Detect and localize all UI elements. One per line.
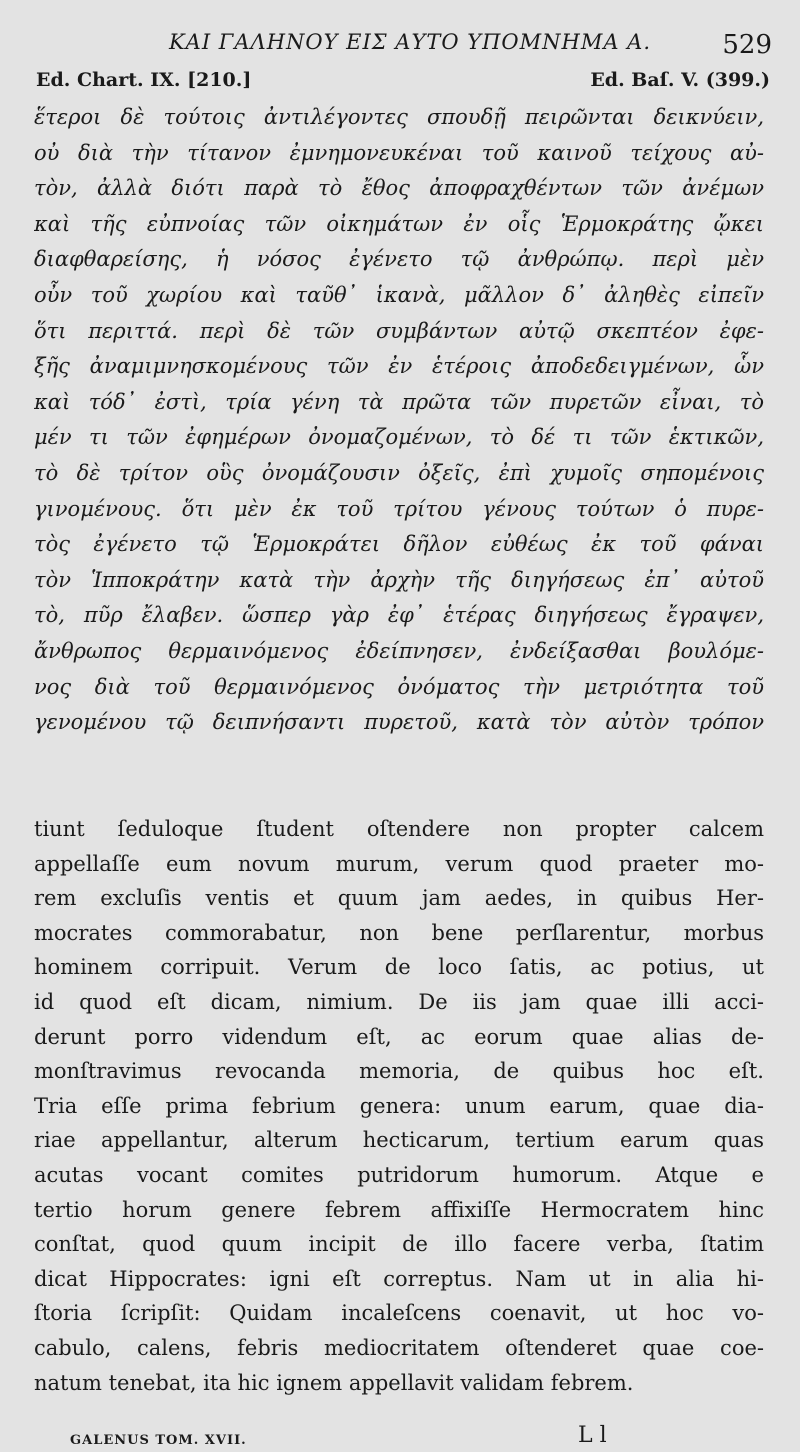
latin-line: monſtravimus revocanda memoria, de quibus hoc eſt. [34,1059,764,1084]
latin-line: cabulo, calens, febris mediocritatem oſtenderet quae coe- [34,1335,764,1360]
latin-line: riae appellantur, alterum hecticarum, tertium earum quas [34,1128,764,1153]
latin-line: ſtoria ſcripſit: Quidam incaleſcens coenavit, ut hoc vo- [34,1301,764,1326]
latin-line: id quod eſt dicam, nimium. De iis jam quae illi acci- [34,989,764,1014]
latin-line: rem excluſis ventis et quum jam aedes, in quibus Her- [34,886,764,911]
latin-line: hominem corripuit. Verum de loco ſatis, ac potius, ut [34,955,764,980]
greek-line: οὐ διὰ τὴν τίτανον ἐμνημονευκέναι τοῦ καινοῦ τείχους αὐ- [34,140,764,165]
greek-line: τὸν Ἱπποκράτην κατὰ τὴν ἀρχὴν τῆς διηγήσεως ἐπ᾽ αὐτοῦ [34,567,764,592]
greek-line: ἄνθρωπος θερμαινόμενος ἐδείπνησεν, ἐνδείξασθαι βουλόμε- [34,638,764,663]
greek-text-block [34,100,764,741]
latin-line: dicat Hippocrates: igni eſt correptus. Nam ut in alia hi- [34,1266,764,1291]
latin-text-block [34,812,764,1400]
latin-line: conſtat, quod quum incipit de illo facere verba, ſtatim [34,1232,764,1257]
greek-line: τὸ δὲ τρίτον οὓς ὀνομάζουσιν ὀξεῖς, ἐπὶ χυμοῖς σηπομένοις [34,460,764,485]
greek-line: διαφθαρείσης, ἡ νόσος ἐγένετο τῷ ἀνθρώπῳ. περὶ μὲν [34,247,764,272]
greek-line: ὅτι περιττά. περὶ δὲ τῶν συμβάντων αὐτῷ σκεπτέον ἐφε- [34,318,764,343]
latin-line: acutas vocant comites putridorum humorum. Atque e [34,1162,764,1187]
greek-line: καὶ τόδ᾽ ἐστὶ, τρία γένη τὰ πρῶτα τῶν πυρετῶν εἶναι, τὸ [34,389,764,414]
latin-line: natum tenebat, ita hic ignem appellavit validam febrem. [34,1370,634,1395]
greek-line: ἕτεροι δὲ τούτοις ἀντιλέγοντες σπουδῇ πειρῶνται δεικνύειν, [34,105,764,129]
greek-line: τὸς ἐγένετο τῷ Ἑρμοκράτει δῆλον εὐθέως ἐκ τοῦ φάναι [34,532,764,557]
latin-line: tiunt ſeduloque ſtudent oſtendere non propter calcem [34,817,764,841]
greek-line: καὶ τῆς εὐπνοίας τῶν οἰκημάτων ἐν οἷς Ἑρμοκράτης ᾤκει [34,211,764,236]
edition-reference-right: Ed. Baſ. V. (399.) [590,69,770,91]
latin-line: mocrates commorabatur, non bene perſlarentur, morbus [34,920,764,945]
greek-line: νος διὰ τοῦ θερμαινόμενος ὀνόματος τὴν μετριότητα τοῦ [34,674,764,699]
greek-line: τὸν, ἀλλὰ διότι παρὰ τὸ ἔθος ἀποφραχθέντων τῶν ἀνέμων [34,176,764,201]
latin-line: appellaſſe eum novum murum, verum quod praeter mo- [34,851,764,876]
greek-line: τὸ, πῦρ ἔλαβεν. ὥσπερ γὰρ ἐφ᾽ ἑτέρας διηγήσεως ἔγραψεν, [34,603,764,628]
greek-line: γινομένους. ὅτι μὲν ἐκ τοῦ τρίτου γένους τούτων ὁ πυρε- [34,496,764,521]
signature-mark: L l [578,1423,607,1448]
greek-line: μέν τι τῶν ἐφημέρων ὀνομαζομένων, τὸ δέ τι τῶν ἑκτικῶν, [34,425,764,450]
latin-line: Tria eſſe prima febrium genera: unum earum, quae diа- [34,1093,764,1118]
running-title: ΚΑΙ ΓΑΛΗΝΟΥ ΕΙΣ ΑΥΤΟ ΥΠΟΜΝΗΜΑ Α. [168,30,651,54]
signature-line: GALENUS TOM. XVII. [70,1433,247,1448]
page-number: 529 [722,30,772,60]
greek-line: οὖν τοῦ χωρίου καὶ ταῦθ᾽ ἱκανὰ, μᾶλλον δ᾽ ἀληθὲς εἰπεῖν [34,282,764,307]
latin-line: tertio horum genere febrem affixiſſe Hermocratem hinc [34,1197,764,1222]
latin-line: derunt porro videndum eſt, ac eorum quae alias de- [34,1024,764,1049]
greek-line: ξῆς ἀναμιμνησκομένους τῶν ἐν ἑτέροις ἀποδεδειγμένων, ὧν [34,354,764,379]
greek-line: γενομένου τῷ δειπνήσαντι πυρετοῦ, κατὰ τὸν αὐτὸν τρόπον [34,710,764,735]
edition-reference-left: Ed. Chart. IX. [210.] [36,69,252,91]
